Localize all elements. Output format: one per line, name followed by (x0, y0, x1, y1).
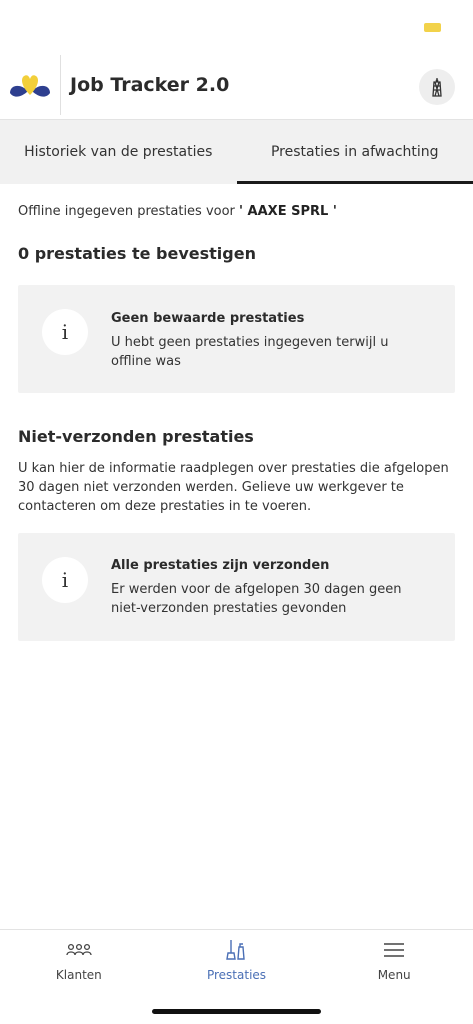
hearts-logo-icon (8, 71, 52, 101)
unsent-title: Niet-verzonden prestaties (18, 427, 254, 446)
card-title: Alle prestaties zijn verzonden (111, 558, 330, 573)
confirm-title: 0 prestaties te bevestigen (18, 244, 256, 263)
card-text: U hebt geen prestaties ingegeven terwijl u offline was (111, 335, 389, 369)
info-circle (42, 309, 88, 355)
people-icon (66, 943, 92, 957)
home-indicator[interactable] (152, 1009, 321, 1014)
nav-label-menu: Menu (377, 968, 411, 982)
info-card-saved (18, 285, 455, 393)
tab-historiek[interactable] (0, 120, 237, 184)
app-title: Job Tracker 2.0 (70, 74, 230, 96)
bottom-nav (0, 929, 473, 990)
info-circle (42, 557, 88, 603)
tab-historiek-label: Historiek van de prestaties (24, 144, 213, 160)
company-name: ' AAXE SPRL ' (239, 204, 337, 219)
offline-prefix: Offline ingegeven prestaties voor (18, 204, 235, 219)
card-title: Geen bewaarde prestaties (111, 311, 305, 326)
offline-info (18, 204, 337, 219)
hamburger-icon (383, 942, 405, 958)
info-icon: i (61, 568, 69, 592)
nav-item-menu[interactable] (315, 930, 473, 990)
tab-afwachting[interactable] (237, 120, 473, 184)
nav-item-klanten[interactable] (0, 930, 158, 990)
tab-afwachting-label: Prestaties in afwachting (270, 144, 439, 160)
header-divider (60, 55, 61, 115)
nav-label-klanten: Klanten (55, 968, 102, 982)
info-card-sent (18, 533, 455, 641)
nav-label-prestaties: Prestaties (206, 968, 267, 982)
card-text: Er werden voor de afgelopen 30 dagen geen niet-verzonden prestaties gevonden (111, 582, 402, 616)
status-bar (0, 0, 473, 52)
tab-bar (0, 120, 473, 184)
app-header (0, 53, 473, 120)
info-icon: i (61, 320, 69, 344)
battery-icon (424, 23, 441, 32)
tower-icon (428, 77, 446, 97)
unsent-description: U kan hier de informatie raadplegen over prestaties die afgelopen 30 dagen niet verzonden werden. Gelieve uw werkgever te contacteren om deze prestaties in te voeren. (18, 461, 449, 514)
cleaning-tools-icon (226, 939, 248, 961)
tower-button[interactable] (419, 69, 455, 105)
nav-item-prestaties[interactable] (158, 930, 316, 990)
